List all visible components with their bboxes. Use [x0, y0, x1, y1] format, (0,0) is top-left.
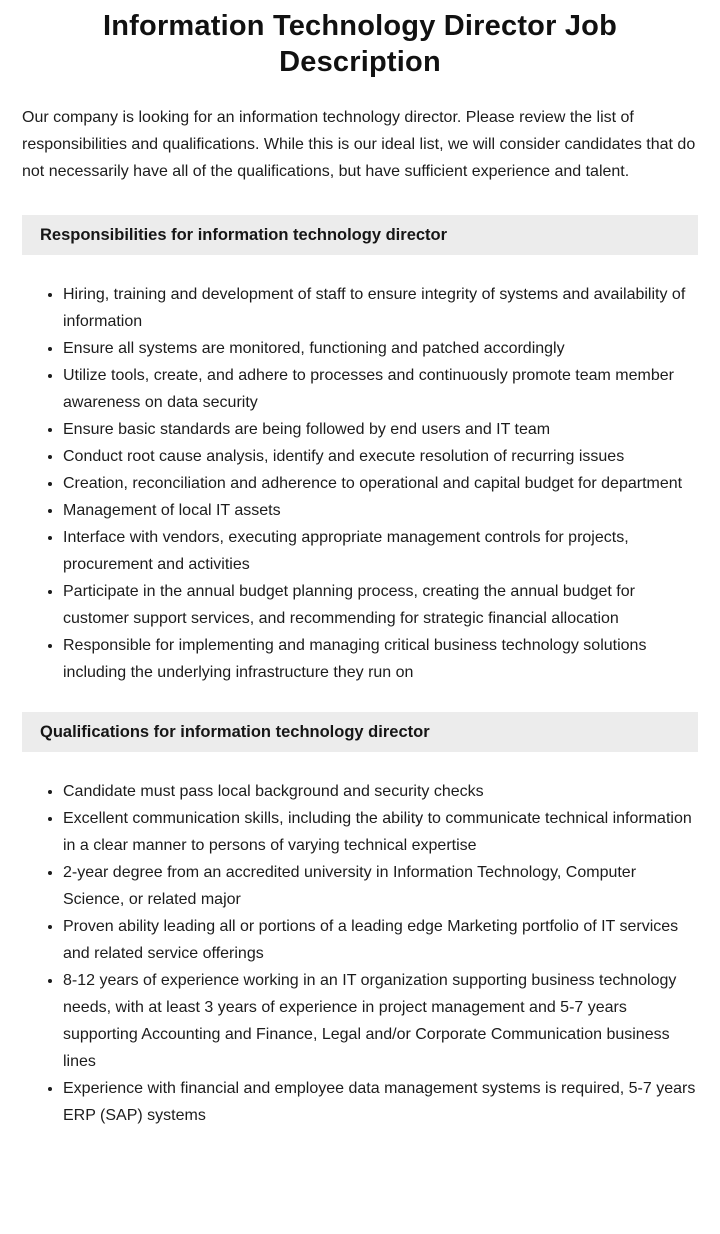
qualification-item: • Candidate must pass local background and security checks — [63, 778, 698, 805]
responsibilities-section-header — [22, 215, 698, 255]
qualification-item: • Proven ability leading all or portions of a leading edge Marketing portfolio of IT services and related service offerings — [63, 913, 698, 967]
responsibility-item: • Responsible for implementing and managing critical business technology solutions including the underlying infrastructure they run on — [63, 632, 698, 686]
qualification-item: • 2-year degree from an accredited university in Information Technology, Computer Science, or related major — [63, 859, 698, 913]
responsibility-item: • Ensure all systems are monitored, functioning and patched accordingly — [63, 335, 698, 362]
responsibility-item: • Ensure basic standards are being followed by end users and IT team — [63, 416, 698, 443]
responsibility-item: • Utilize tools, create, and adhere to processes and continuously promote team member awareness on data security — [63, 362, 698, 416]
responsibility-item: • Creation, reconciliation and adherence to operational and capital budget for department — [63, 470, 698, 497]
qualifications-list — [22, 778, 698, 1129]
qualifications-heading: Qualifications for information technology director — [40, 723, 430, 741]
qualification-item: • 8-12 years of experience working in an IT organization supporting business technology needs, with at least 3 years of experience in project management and 5-7 years supporting Accounting and Finance, Legal and/or Corporate Communication business lines — [63, 967, 698, 1075]
qualification-item: • Excellent communication skills, including the ability to communicate technical information in a clear manner to persons of varying technical expertise — [63, 805, 698, 859]
responsibility-item: • Participate in the annual budget planning process, creating the annual budget for customer support services, and recommending for strategic financial allocation — [63, 578, 698, 632]
job-description-page — [0, 8, 720, 1129]
intro-paragraph: Our company is looking for an information technology director. Please review the list of responsibilities and qualifications. While this is our ideal list, we will consider candidates that do not necessarily have all of the qualifications, but have sufficient experience and talent. — [22, 109, 696, 180]
page-title: Information Technology Director Job Description — [103, 10, 617, 78]
responsibility-item: • Management of local IT assets — [63, 497, 698, 524]
responsibility-item: • Conduct root cause analysis, identify and execute resolution of recurring issues — [63, 443, 698, 470]
qualifications-section-header — [22, 712, 698, 752]
qualification-item: • Experience with financial and employee data management systems is required, 5-7 years ERP (SAP) systems — [63, 1075, 698, 1129]
responsibilities-list — [22, 281, 698, 686]
responsibility-item: • Interface with vendors, executing appropriate management controls for projects, procurement and activities — [63, 524, 698, 578]
responsibility-item: • Hiring, training and development of staff to ensure integrity of systems and availability of information — [63, 281, 698, 335]
responsibilities-heading: Responsibilities for information technology director — [40, 226, 448, 244]
